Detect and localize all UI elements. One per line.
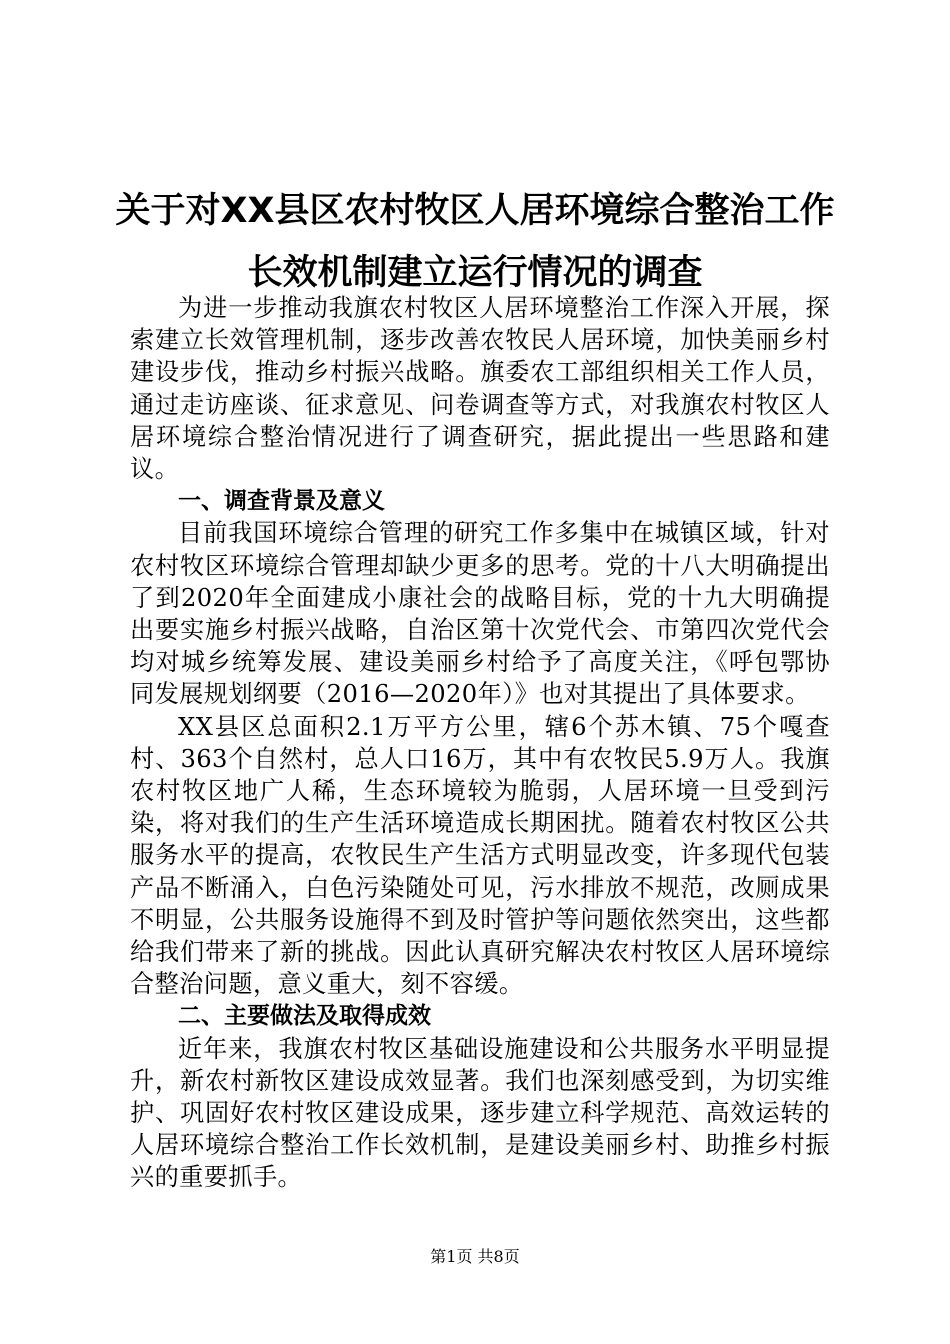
measures-paragraph: 近年来，我旗农村牧区基础设施建设和公共服务水平明显提升，新农村新牧区建设成效显著。我们也深刻感受到，为切实维护、巩固好农村牧区建设成果，逐步建立科学规范、高效运转的人居环境综合整治工作长效机制，是建设美丽乡村、助推乡村振兴的重要抓手。 (130, 1034, 830, 1192)
section-heading-measures: 二、主要做法及取得成效 (178, 1003, 431, 1030)
county-overview-paragraph: XX县区总面积2.1万平方公里，辖6个苏木镇、75个嘎查村、363个自然村，总人口16万，其中有农牧民5.9万人。我旗农村牧区地广人稀，生态环境较为脆弱，人居环境一旦受到污染，将对我们的生产生活环境造成长期困扰。随着农村牧区公共服务水平的提高，农牧民生产生活方式明显改变，许多现代包装产品不断涌入，白色污染随处可见，污水排放不规范，改厕成果不明显，公共服务设施得不到及时管护等问题依然突出，这些都给我们带来了新的挑战。因此认真研究解决农村牧区人居环境综合整治问题，意义重大，刻不容缓。 (130, 712, 830, 999)
document-body (130, 292, 830, 1194)
section-heading-background: 一、调查背景及意义 (178, 488, 385, 515)
intro-paragraph: 为进一步推动我旗农村牧区人居环境整治工作深入开展，探索建立长效管理机制，逐步改善农牧民人居环境，加快美丽乡村建设步伐，推动乡村振兴战略。旗委农工部组织相关工作人员，通过走访座谈、征求意见、问卷调查等方式，对我旗农村牧区人居环境综合整治情况进行了调查研究，据此提出一些思路和建议。 (130, 294, 830, 484)
page-title: 关于对XX县区农村牧区人居环境综合整治工作长效机制建立运行情况的调查 (115, 191, 835, 293)
background-paragraph: 目前我国环境综合管理的研究工作多集中在城镇区域，针对农村牧区环境综合管理却缺少更多的思考。党的十八大明确提出了到2020年全面建成小康社会的战略目标，党的十九大明确提出要实施乡村振兴战略，自治区第十次党代会、市第四次党代会均对城乡统筹发展、建设美丽乡村给予了高度关注，《呼包鄂协同发展规划纲要（2016—2020年）》也对其提出了具体要求。 (130, 519, 830, 709)
page-footer: 第1页 共8页 (430, 1247, 520, 1266)
